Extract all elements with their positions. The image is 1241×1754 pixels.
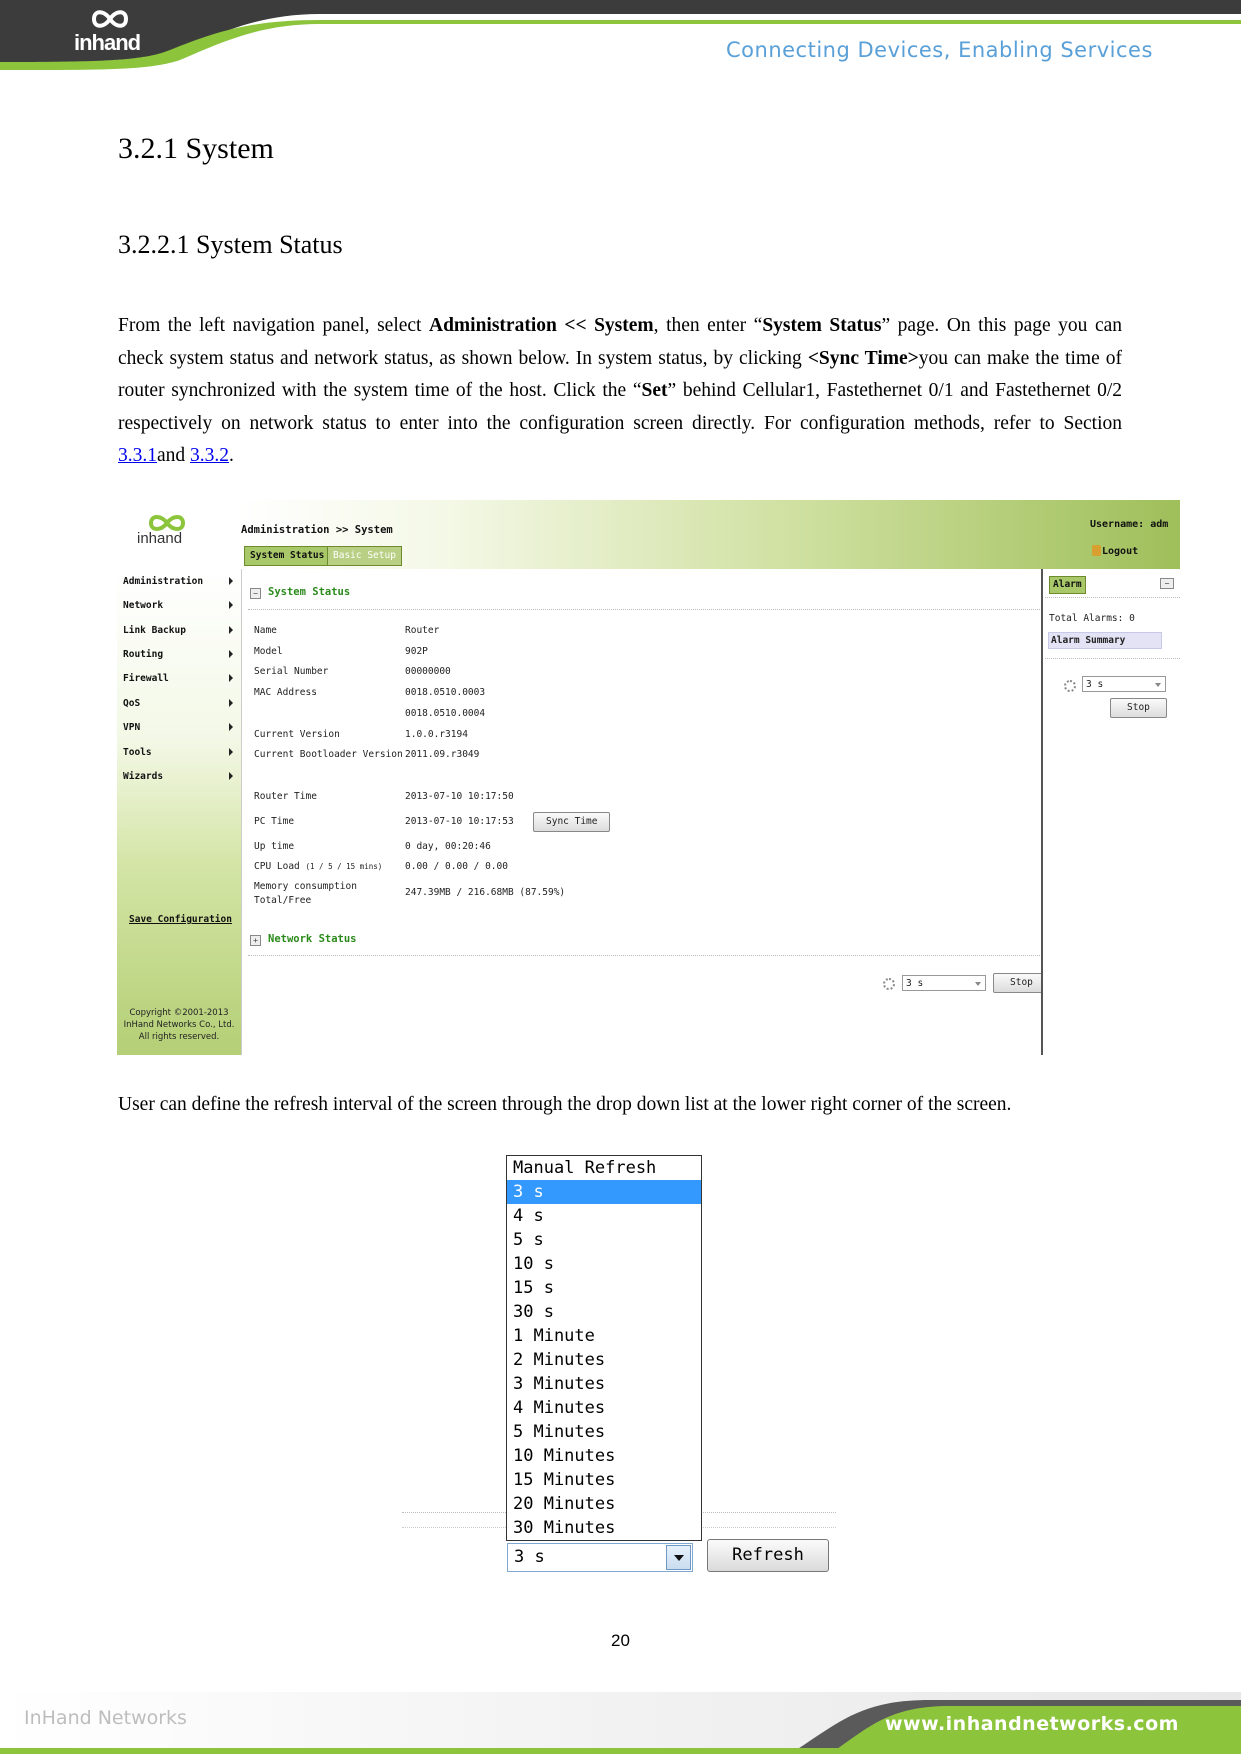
footer-url: www.inhandnetworks.com bbox=[885, 1713, 1179, 1735]
logout-icon bbox=[1092, 545, 1101, 556]
chevron-right-icon bbox=[229, 650, 233, 658]
nav-item-administration[interactable]: Administration bbox=[123, 576, 233, 587]
status-label-bootloader: Current Bootloader Version bbox=[254, 749, 403, 760]
tab-system-status[interactable]: System Status bbox=[244, 546, 330, 566]
page-number: 20 bbox=[611, 1631, 630, 1650]
chevron-right-icon bbox=[229, 601, 233, 609]
system-status-screenshot bbox=[117, 500, 1180, 1055]
option-15-minutes[interactable]: 15 Minutes bbox=[513, 1470, 616, 1490]
option-20-minutes[interactable]: 20 Minutes bbox=[513, 1494, 616, 1514]
chevron-right-icon bbox=[229, 723, 233, 731]
option-10-minutes[interactable]: 10 Minutes bbox=[513, 1446, 616, 1466]
option-2-minutes[interactable]: 2 Minutes bbox=[513, 1350, 606, 1370]
alarm-refresh-select[interactable]: 3 s bbox=[1082, 676, 1166, 692]
divider bbox=[1045, 658, 1180, 659]
nav-item-routing[interactable]: Routing bbox=[123, 649, 233, 660]
status-value-name: Router bbox=[405, 625, 440, 636]
logo-mark-icon bbox=[90, 6, 130, 32]
status-label-mac: MAC Address bbox=[254, 687, 317, 698]
collapse-system-status-icon[interactable]: − bbox=[250, 588, 261, 599]
header-slogan: Connecting Devices, Enabling Services bbox=[726, 38, 1153, 62]
chevron-right-icon bbox=[229, 674, 233, 682]
alarm-summary-link[interactable]: Alarm Summary bbox=[1048, 632, 1162, 649]
status-value-pc-time: 2013-07-10 10:17:53 bbox=[405, 816, 514, 827]
chevron-right-icon bbox=[229, 748, 233, 756]
username-label: Username: adm bbox=[1090, 519, 1169, 530]
status-label-memory-sub: Total/Free bbox=[254, 895, 312, 906]
option-30s[interactable]: 30 s bbox=[513, 1302, 554, 1322]
divider bbox=[248, 955, 1152, 956]
status-value-uptime: 0 day, 00:20:46 bbox=[405, 841, 491, 852]
status-label-name: Name bbox=[254, 625, 277, 636]
alarm-panel bbox=[1041, 569, 1180, 1055]
refresh-paragraph: User can define the refresh interval of the screen through the drop down list at the lower right corner of the screen. bbox=[118, 1094, 1012, 1115]
footer-company: InHand Networks bbox=[24, 1707, 187, 1729]
refresh-options-list[interactable] bbox=[506, 1155, 702, 1541]
nav-item-vpn[interactable]: VPN bbox=[123, 722, 233, 733]
chevron-down-icon bbox=[975, 982, 981, 986]
system-status-title: System Status bbox=[268, 586, 351, 598]
option-4s[interactable]: 4 s bbox=[513, 1206, 544, 1226]
expand-network-status-icon[interactable]: + bbox=[250, 935, 261, 946]
option-30-minutes[interactable]: 30 Minutes bbox=[513, 1518, 616, 1538]
status-value-serial: 00000000 bbox=[405, 666, 451, 677]
chevron-right-icon bbox=[229, 699, 233, 707]
total-alarms: Total Alarms: 0 bbox=[1049, 613, 1135, 624]
option-4-minutes[interactable]: 4 Minutes bbox=[513, 1398, 606, 1418]
option-5s[interactable]: 5 s bbox=[513, 1230, 544, 1250]
status-value-version: 1.0.0.r3194 bbox=[405, 729, 468, 740]
status-label-memory: Memory consumption bbox=[254, 881, 357, 892]
router-ui-logo bbox=[137, 512, 197, 558]
breadcrumb: Administration >> System bbox=[241, 524, 393, 536]
nav-item-network[interactable]: Network bbox=[123, 600, 233, 611]
status-label-pc-time: PC Time bbox=[254, 816, 295, 827]
loading-spinner-icon bbox=[883, 978, 895, 990]
nav-item-tools[interactable]: Tools bbox=[123, 747, 233, 758]
chevron-down-icon bbox=[1155, 683, 1161, 687]
status-value-router-time: 2013-07-10 10:17:50 bbox=[405, 791, 514, 802]
option-3s[interactable]: 3 s bbox=[507, 1180, 701, 1204]
status-label-router-time: Router Time bbox=[254, 791, 317, 802]
status-label-version: Current Version bbox=[254, 729, 340, 740]
logo-wordmark: inhand bbox=[74, 30, 141, 55]
left-navigation bbox=[117, 569, 241, 1055]
logout-link[interactable]: Logout bbox=[1092, 545, 1138, 557]
section-heading: 3.2.1 System bbox=[118, 132, 274, 165]
sync-time-button[interactable]: Sync Time bbox=[533, 812, 610, 832]
refresh-interval-select[interactable]: 3 s bbox=[507, 1543, 693, 1572]
nav-item-qos[interactable]: QoS bbox=[123, 698, 233, 709]
loading-spinner-icon bbox=[1064, 680, 1076, 692]
copyright-text: Copyright ©2001-2013 InHand Networks Co., Ltd. All rights reserved. bbox=[123, 1008, 235, 1042]
collapse-icon[interactable]: − bbox=[1160, 578, 1174, 589]
section-link-3-3-2[interactable]: 3.3.2 bbox=[190, 445, 230, 467]
refresh-button[interactable]: Refresh bbox=[707, 1539, 829, 1572]
chevron-right-icon bbox=[229, 772, 233, 780]
refresh-interval-select[interactable]: 3 s bbox=[902, 975, 986, 991]
nav-item-wizards[interactable]: Wizards bbox=[123, 771, 233, 782]
intro-paragraph: From the left navigation panel, select Administration << System, then enter “System Status” page. On this page you can check system status and network status, as shown below. In system status, by clicking <Sync Time>you can make the time of router synchronized with the system time of the host. Click the “Set” behind Cellular1, Fastethernet 0/1 and Fastethernet 0/2 respectively on network status to enter into the configuration screen directly. For configuration methods, refer to Section 3.3.1and 3.3.2. bbox=[118, 315, 1123, 467]
main-panel bbox=[241, 569, 1160, 1055]
network-status-title: Network Status bbox=[268, 933, 357, 945]
chevron-right-icon bbox=[229, 626, 233, 634]
option-5-minutes[interactable]: 5 Minutes bbox=[513, 1422, 606, 1442]
subsection-heading: 3.2.2.1 System Status bbox=[118, 230, 343, 259]
status-label-serial: Serial Number bbox=[254, 666, 329, 677]
option-3-minutes[interactable]: 3 Minutes bbox=[513, 1374, 606, 1394]
stop-button[interactable]: Stop bbox=[993, 973, 1050, 993]
inhand-logo bbox=[70, 4, 150, 58]
status-value-model: 902P bbox=[405, 646, 428, 657]
option-15s[interactable]: 15 s bbox=[513, 1278, 554, 1298]
alarm-tab[interactable]: Alarm bbox=[1049, 576, 1086, 594]
divider bbox=[248, 609, 1152, 610]
option-10s[interactable]: 10 s bbox=[513, 1254, 554, 1274]
chevron-right-icon bbox=[229, 577, 233, 585]
status-value-mac: 0018.0510.0003 bbox=[405, 687, 486, 698]
option-1-minute[interactable]: 1 Minute bbox=[513, 1326, 595, 1346]
status-value-mac-2: 0018.0510.0004 bbox=[405, 708, 486, 719]
status-value-bootloader: 2011.09.r3049 bbox=[405, 749, 480, 760]
status-label-model: Model bbox=[254, 646, 283, 657]
logo-wordmark: inhand bbox=[137, 530, 183, 547]
status-value-cpu-load: 0.00 / 0.00 / 0.00 bbox=[405, 861, 508, 872]
save-configuration-link[interactable]: Save Configuration bbox=[129, 914, 232, 925]
divider bbox=[1045, 597, 1180, 598]
tab-basic-setup[interactable]: Basic Setup bbox=[327, 546, 402, 566]
nav-item-link-backup[interactable]: Link Backup bbox=[123, 625, 233, 636]
status-value-memory: 247.39MB / 216.68MB (87.59%) bbox=[405, 887, 566, 898]
chevron-down-icon[interactable] bbox=[666, 1545, 691, 1570]
status-label-uptime: Up time bbox=[254, 841, 295, 852]
nav-item-firewall[interactable]: Firewall bbox=[123, 673, 233, 684]
option-manual-refresh[interactable]: Manual Refresh bbox=[513, 1158, 657, 1178]
section-link-3-3-1[interactable]: 3.3.1 bbox=[118, 445, 157, 467]
status-label-cpu-load: CPU Load (1 / 5 / 15 mins) bbox=[254, 861, 383, 872]
alarm-stop-button[interactable]: Stop bbox=[1110, 698, 1167, 718]
